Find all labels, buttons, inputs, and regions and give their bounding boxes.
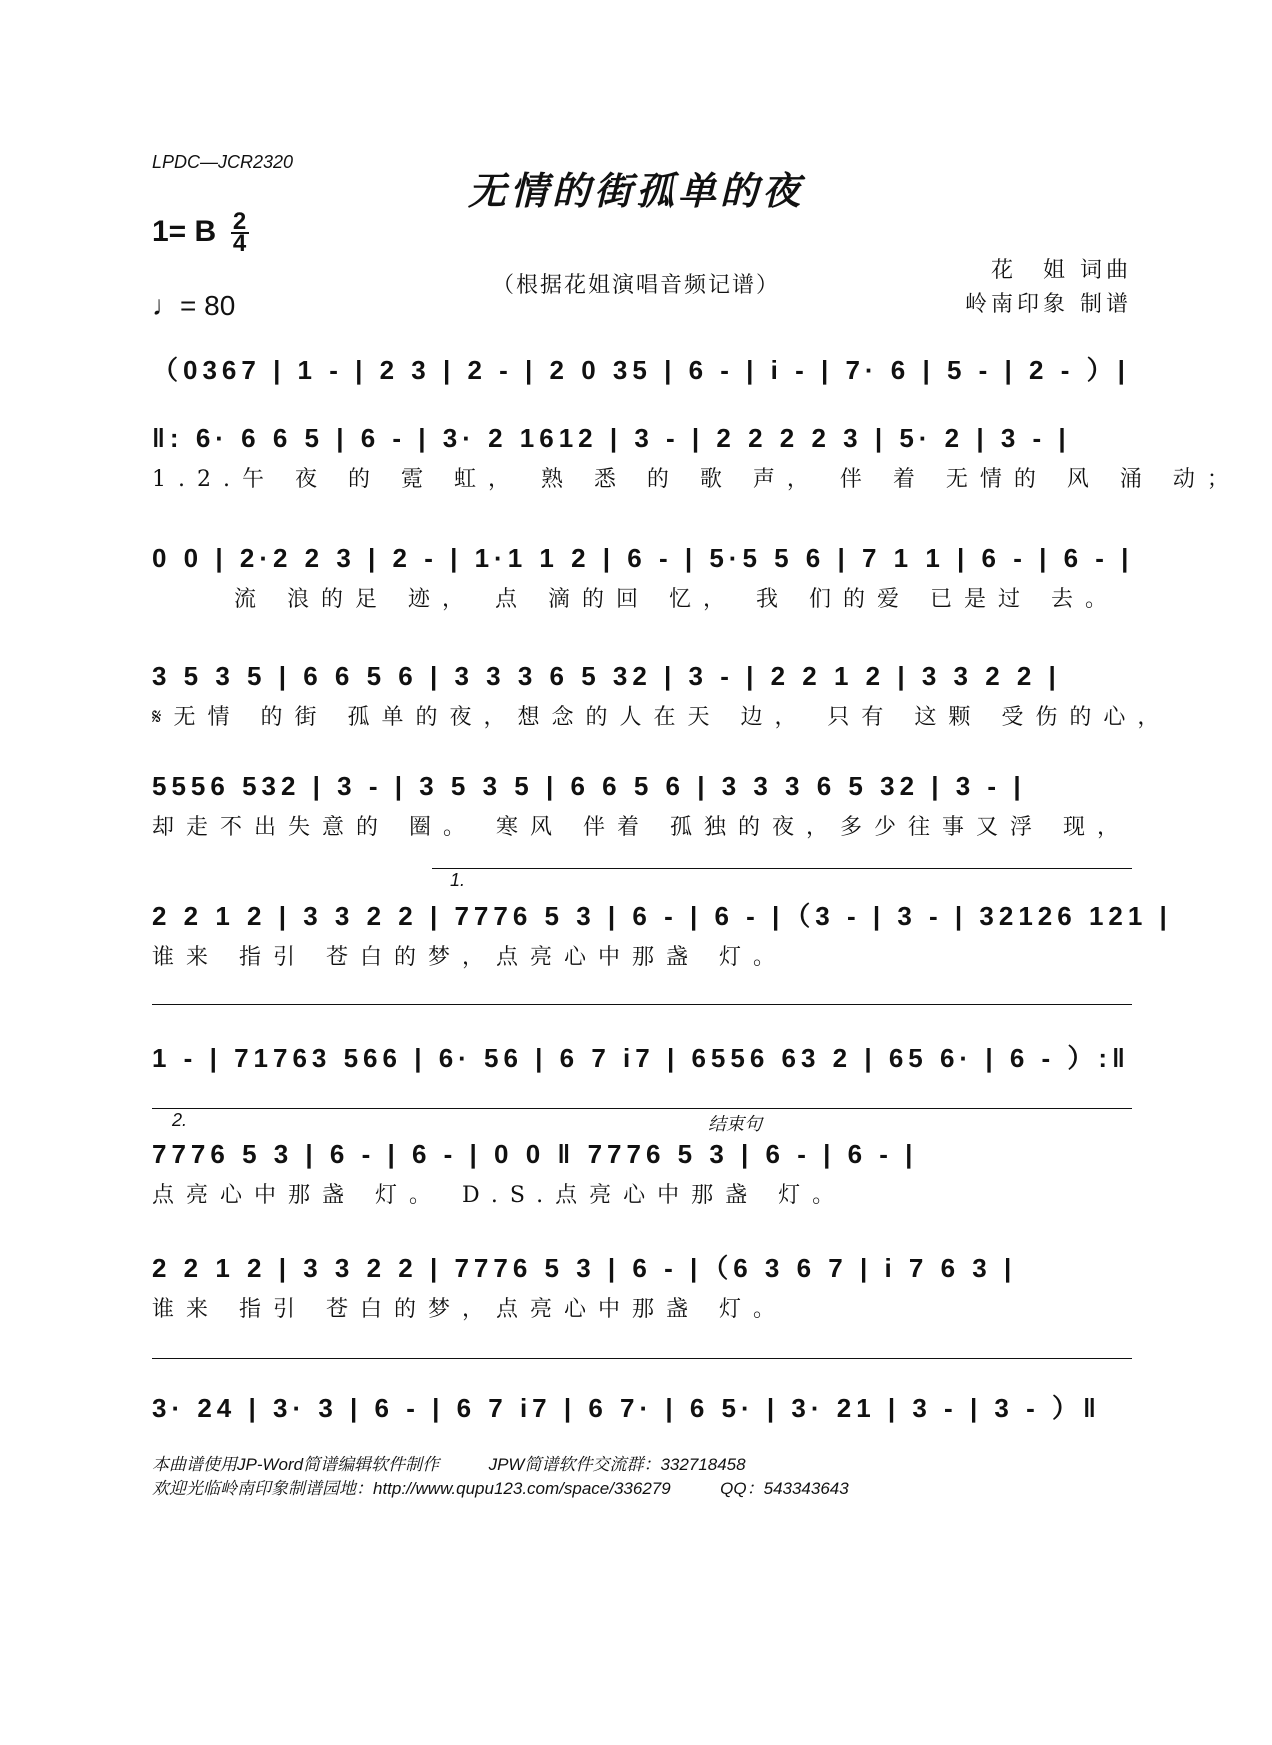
score-line-8: [152, 1136, 1132, 1212]
lyrics: 却走不出失意的 圈。 寒风 伴着 孤独的夜，多少往事又浮 现，: [152, 815, 1131, 840]
lyrics: 流 浪的足 迹， 点 滴的回 忆， 我 们的爱 已是过 去。: [234, 587, 1119, 612]
outro-bracket: [152, 1358, 1132, 1359]
score-line-9: [152, 1250, 1132, 1326]
ending-2-bracket: [152, 1108, 762, 1109]
meter-top: 2: [232, 208, 247, 235]
score-line-4: [152, 658, 1172, 734]
footer-website[interactable]: 欢迎光临岭南印象制谱园地：http://www.qupu123.com/space/336279: [152, 1479, 671, 1498]
score-line-7: [152, 1040, 1132, 1076]
coda-bracket: [700, 1108, 1132, 1109]
ending-1-label: 1.: [450, 870, 466, 890]
credit-lyrics-music: 花 姐 词曲: [991, 258, 1132, 283]
lyrics: 谁来 指引 苍白的梦，点亮心中那盏 灯。: [152, 1297, 787, 1322]
ending-2-label: 2.: [172, 1110, 188, 1130]
repeat-bracket: [152, 1004, 1132, 1005]
footer-line-2: [152, 1474, 849, 1499]
notes: ‖: 6· 6 6 5 | 6 - | 3· 2 1612 | 3 - | 2 2 2 2 3 | 5· 2 | 3 - |: [152, 423, 1071, 453]
score-line-6: [152, 898, 1172, 974]
score-line-5: [152, 768, 1132, 844]
score-line-1: [152, 352, 1132, 388]
time-signature: [231, 208, 249, 257]
ending-1-bracket: [432, 868, 1132, 869]
notes: 7776 5 3 | 6 - | 6 - | 0 0 ‖ 7776 5 3 | 6 - | 6 - |: [152, 1139, 918, 1169]
score-line-3: [152, 540, 1132, 616]
score-line-10: [152, 1390, 1132, 1426]
credits: [965, 254, 1132, 322]
lyrics: 1.2.午 夜 的 霓 虹， 熟 悉 的 歌 声， 伴 着 无情的 风 涌 动；: [152, 467, 1241, 492]
notes: 2 2 1 2 | 3 3 2 2 | 7776 5 3 | 6 - | 6 - |（3 - | 3 - | 32126 121 |: [152, 901, 1172, 931]
notes: 3· 24 | 3· 3 | 6 - | 6 7 i7 | 6 7· | 6 5· | 3· 21 | 3 - | 3 - ）‖: [152, 1393, 1101, 1423]
footer-qq: QQ：543343643: [720, 1479, 849, 1498]
notes: 2 2 1 2 | 3 3 2 2 | 7776 5 3 | 6 - |（6 3 6 7 | i 7 6 3 |: [152, 1253, 1017, 1283]
lyrics: 点亮心中那盏 灯。 D.S.点亮心中那盏 灯。: [152, 1183, 847, 1208]
lyrics: 谁来 指引 苍白的梦，点亮心中那盏 灯。: [152, 945, 787, 970]
credit-transcriber: 岭南印象 制谱: [965, 292, 1132, 317]
subtitle: （根据花姐演唱音频记谱）: [491, 273, 780, 298]
footer-software: 本曲谱使用JP-Word简谱编辑软件制作: [152, 1455, 440, 1474]
tempo-marking: ♩= 80: [152, 290, 236, 321]
score-line-2: [152, 420, 1241, 496]
meter-bottom: 4: [232, 230, 247, 257]
notes: 0 0 | 2·2 2 3 | 2 - | 1·1 1 2 | 6 - | 5·5 5 6 | 7 1 1 | 6 - | 6 - |: [152, 543, 1134, 573]
key-label: 1= B: [152, 214, 217, 248]
footer-group: JPW简谱软件交流群：332718458: [488, 1455, 746, 1474]
score-code: LPDC—JCR2320: [152, 152, 294, 172]
notes: 3 5 3 5 | 6 6 5 6 | 3 3 3 6 5 32 | 3 - | 2 2 1 2 | 3 3 2 2 |: [152, 661, 1061, 691]
song-title: 无情的街孤单的夜: [467, 168, 804, 213]
notes: 1 - | 71763 566 | 6· 56 | 6 7 i7 | 6556 63 2 | 65 6· | 6 - ）:‖: [152, 1043, 1130, 1073]
key-signature: [152, 208, 249, 257]
coda-label: 结束句: [708, 1114, 762, 1134]
lyrics: 𝄋无情 的街 孤单的夜，想念的人在天 边， 只有 这颗 受伤的心，: [152, 705, 1172, 730]
notes: （0367 | 1 - | 2 3 | 2 - | 2 0 35 | 6 - | i - | 7· 6 | 5 - | 2 - ）|: [152, 355, 1130, 385]
footer-line-1: [152, 1450, 746, 1475]
notes: 5556 532 | 3 - | 3 5 3 5 | 6 6 5 6 | 3 3 3 6 5 32 | 3 - |: [152, 771, 1026, 801]
